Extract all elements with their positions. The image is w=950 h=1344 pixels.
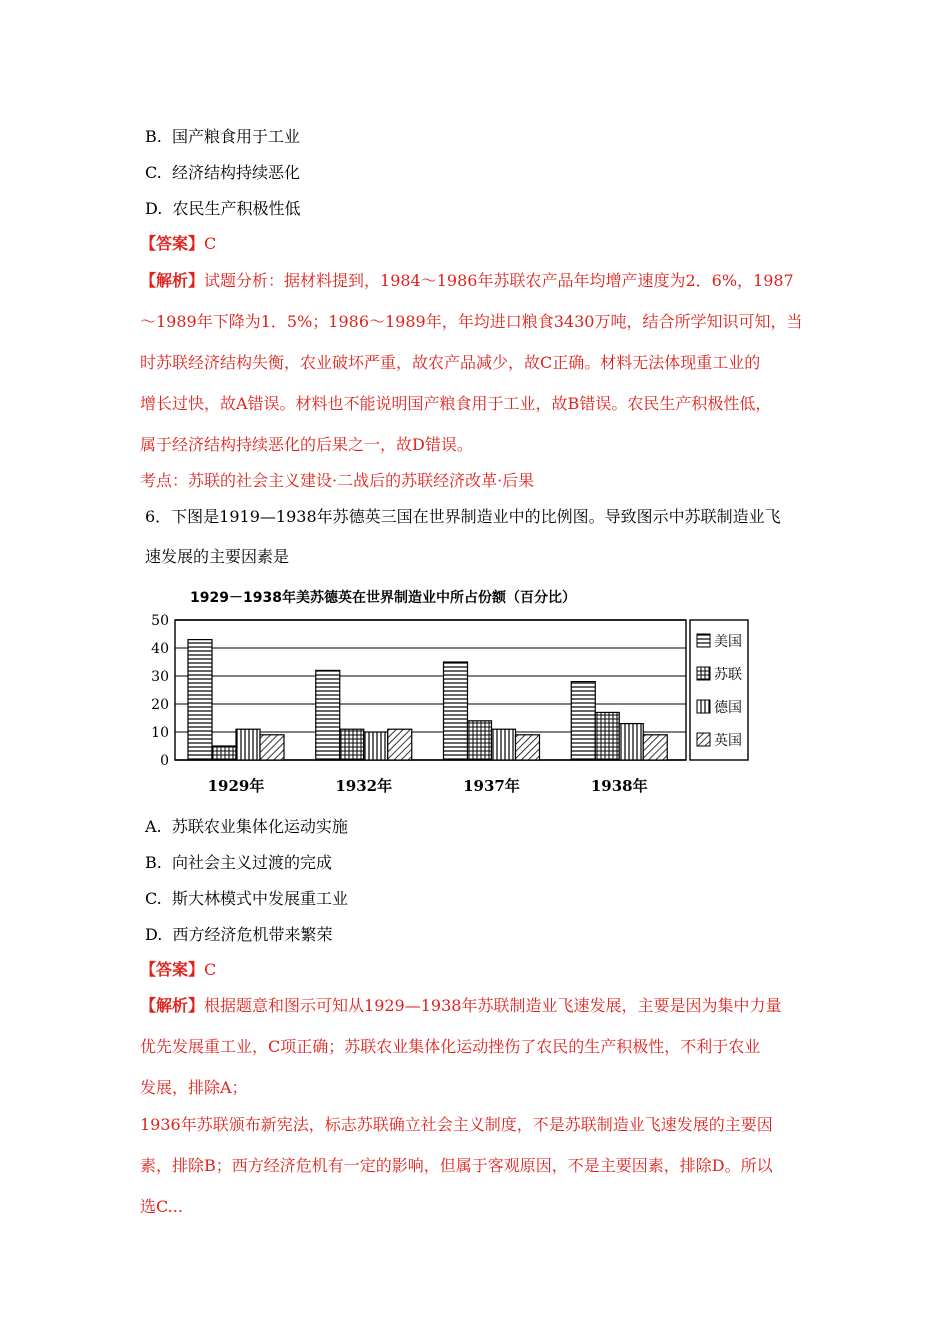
q6-option-d: [145, 925, 333, 945]
bar-德国-1932年: [364, 732, 388, 760]
answer-tag: 【答案】: [140, 234, 205, 253]
legend-label: 美国: [714, 634, 742, 650]
bar-苏联-1937年: [468, 721, 492, 760]
bar-美国-1937年: [444, 662, 468, 760]
legend-swatch: [697, 634, 710, 647]
q5-kaodian: 考点：苏联的社会主义建设·二战后的苏联经济改革·后果: [140, 471, 535, 490]
option-text: 向社会主义过渡的完成: [172, 853, 333, 872]
q6-stem-line-1: 6．下图是1919—1938年苏德英三国在世界制造业中的比例图。导致图示中苏联制造业飞: [145, 507, 781, 526]
option-text: 斯大林模式中发展重工业: [171, 889, 348, 908]
q6-option-a: [145, 817, 348, 837]
q5-option-d: [145, 199, 301, 219]
analysis-text: 试题分析：据材料提到，1984～1986年苏联农产品年均增产速度为2．6%，1987: [204, 271, 794, 290]
option-text: 西方经济危机带来繁荣: [172, 925, 333, 944]
option-letter: D.: [145, 199, 163, 218]
option-letter: C.: [145, 163, 162, 182]
option-letter: B.: [145, 853, 162, 872]
y-tick-label: 0: [160, 753, 169, 769]
option-text: 农民生产积极性低: [172, 199, 301, 218]
y-tick-label: 50: [151, 613, 169, 629]
option-letter: A.: [145, 817, 162, 836]
analysis-text: 根据题意和图示可知从1929—1938年苏联制造业飞速发展，主要是因为集中力量: [204, 996, 782, 1015]
chart-title: 1929－1938年美苏德英在世界制造业中所占份额（百分比）: [190, 590, 576, 606]
q6-analysis-line-4: 1936年苏联颁布新宪法，标志苏联确立社会主义制度，不是苏联制造业飞速发展的主要因: [140, 1115, 773, 1134]
option-text: 苏联农业集体化运动实施: [171, 817, 348, 836]
q6-analysis-line-2: 优先发展重工业，C项正确；苏联农业集体化运动挫伤了农民的生产积极性，不利于农业: [140, 1037, 761, 1056]
option-text: 国产粮食用于工业: [172, 127, 301, 146]
analysis-tag: 【解析】: [140, 996, 205, 1015]
x-tick-label: 1932年: [335, 777, 393, 795]
bar-苏联-1929年: [212, 746, 236, 760]
option-text: 经济结构持续恶化: [171, 163, 300, 182]
answer-tag: 【答案】: [140, 960, 205, 979]
legend-swatch: [697, 667, 710, 680]
q5-analysis-line-4: 增长过快，故A错误。材料也不能说明国产粮食用于工业，故B错误。农民生产积极性低，: [140, 394, 772, 413]
q5-option-b: [145, 127, 300, 147]
q5-answer: [140, 234, 216, 254]
y-tick-label: 20: [151, 697, 169, 713]
bar-苏联-1938年: [595, 712, 619, 760]
legend-label: 苏联: [714, 667, 742, 683]
legend-swatch: [697, 733, 710, 746]
q5-analysis-line-3: 时苏联经济结构失衡，农业破坏严重，故农产品减少，故C正确。材料无法体现重工业的: [140, 353, 761, 372]
x-tick-label: 1929年: [207, 777, 265, 795]
bar-英国-1932年: [388, 729, 412, 760]
bar-德国-1938年: [619, 724, 643, 760]
manufacturing-share-chart: [140, 582, 760, 804]
x-tick-label: 1937年: [463, 777, 520, 795]
q6-analysis-line-6: 选C...: [140, 1197, 183, 1216]
bar-美国-1929年: [188, 640, 212, 760]
legend-swatch: [697, 700, 710, 713]
q6-stem-line-2: 速发展的主要因素是: [145, 547, 290, 566]
bar-英国-1938年: [643, 735, 667, 760]
legend-label: 德国: [714, 700, 742, 716]
q6-option-c: [145, 889, 348, 909]
y-tick-label: 10: [151, 725, 169, 741]
q6-analysis-line-1: [140, 996, 781, 1016]
q5-analysis-line-1: [140, 271, 794, 291]
option-letter: D.: [145, 925, 163, 944]
bar-苏联-1932年: [340, 729, 364, 760]
bar-德国-1929年: [236, 729, 260, 760]
q6-analysis-line-3: 发展，排除A；: [140, 1078, 248, 1097]
q5-analysis-line-2: ～1989年下降为1．5%；1986～1989年，年均进口粮食3430万吨，结合所学知识可知，当: [140, 312, 803, 331]
bar-英国-1929年: [260, 735, 284, 760]
bar-美国-1938年: [571, 682, 595, 760]
q5-analysis-line-5: 属于经济结构持续恶化的后果之一，故D错误。: [140, 435, 473, 454]
option-letter: C.: [145, 889, 162, 908]
chart-svg: [140, 582, 760, 804]
q6-option-b: [145, 853, 332, 873]
answer-value: C: [204, 960, 217, 979]
x-tick-label: 1938年: [590, 777, 648, 795]
option-letter: B.: [145, 127, 162, 146]
legend-label: 英国: [714, 733, 742, 749]
bar-英国-1937年: [516, 735, 540, 760]
answer-value: C: [204, 234, 217, 253]
q6-answer: [140, 960, 216, 980]
bar-美国-1932年: [316, 670, 340, 760]
q5-option-c: [145, 163, 300, 183]
y-tick-label: 40: [151, 641, 169, 657]
q6-analysis-line-5: 素，排除B；西方经济危机有一定的影响，但属于客观原因，不是主要因素，排除D。所以: [140, 1156, 773, 1175]
analysis-tag: 【解析】: [140, 271, 205, 290]
y-tick-label: 30: [151, 669, 169, 685]
bar-德国-1937年: [492, 729, 516, 760]
